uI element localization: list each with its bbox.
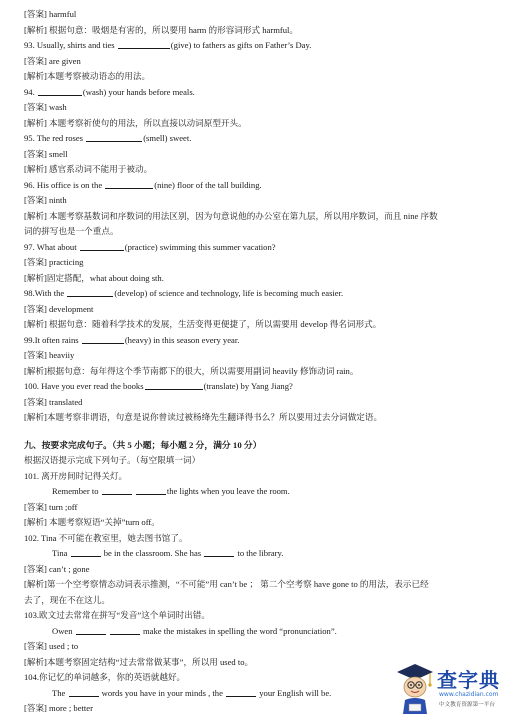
question-text xyxy=(107,626,109,636)
answer-blank[interactable] xyxy=(226,687,256,697)
chazidian-logo xyxy=(395,652,520,724)
question-line xyxy=(24,240,516,256)
text-line: [答案] wash xyxy=(24,102,67,112)
text-line: [答案] practicing xyxy=(24,257,84,267)
text-line: [解析]本题考察被动语态的用法。 xyxy=(24,71,151,81)
question-line xyxy=(24,333,516,349)
answer-blank[interactable] xyxy=(204,547,234,557)
answer-blank[interactable] xyxy=(38,86,82,96)
text-line: 去了，现在不在这儿。 xyxy=(24,594,110,605)
text-line: 根据汉语提示完成下列句子。（每空限填一词） xyxy=(24,455,201,465)
answer-blank[interactable] xyxy=(105,179,153,189)
question-text: be in the classroom. She has xyxy=(101,548,204,558)
question-line xyxy=(24,131,516,147)
answer-blank[interactable] xyxy=(136,485,166,495)
question-text: (give) to fathers as gifts on Father’s Day. xyxy=(170,40,312,50)
answer-blank[interactable] xyxy=(82,334,124,344)
graduate-mascot-icon xyxy=(395,660,435,716)
logo-brand-text: 查字典 xyxy=(437,668,500,692)
question-text: (smell) sweet. xyxy=(143,133,192,143)
answer-blank[interactable] xyxy=(118,39,170,49)
text-line: [解析]第一个空考察情态动词表示推测，“不可能”用 can’t be ； 第二个空考察 have gone to 的用法，表示已经 xyxy=(24,579,429,589)
answer-blank[interactable] xyxy=(145,380,203,390)
document-page xyxy=(24,7,516,717)
text-line: [答案] are given xyxy=(24,55,81,66)
text-line: [答案] heaviiy xyxy=(24,350,75,360)
question-text: (nine) floor of the tall building. xyxy=(154,179,262,190)
question-text: words you have in your minds , the xyxy=(99,687,226,698)
question-text: your English will be. xyxy=(257,687,332,698)
text-line: [解析]固定搭配，what about doing sth. xyxy=(24,272,164,283)
answer-blank[interactable] xyxy=(110,625,140,635)
question-text: 100. Have you ever read the books xyxy=(24,381,144,391)
text-line: [答案] translated xyxy=(24,396,83,407)
text-line: 103.欧文过去常常在拼写“发音”这个单词时出错。 xyxy=(24,610,210,620)
question-text: 97. What about xyxy=(24,241,79,252)
question-text: to the library. xyxy=(235,548,284,558)
answer-blank[interactable] xyxy=(86,132,142,142)
answer-blank[interactable] xyxy=(67,287,113,297)
text-line: [答案] used ; to xyxy=(24,641,79,651)
text-line: [解析]根据句意：每年得这个季节南都下的很大，所以需要用副词 heavily 修饰动词 rain。 xyxy=(24,365,359,376)
question-text: 95. The red roses xyxy=(24,133,86,143)
text-line: [答案] smell xyxy=(24,148,68,159)
text-line: [解析] 本题考察祈使句的用法，所以直接以动词原型开头。 xyxy=(24,117,247,128)
answer-blank[interactable] xyxy=(80,241,124,251)
question-line xyxy=(24,484,516,500)
question-line xyxy=(24,286,516,302)
text-line: [答案] development xyxy=(24,303,94,314)
text-line: [解析] 根据句意：随着科学技术的发展，生活变得更便捷了，所以需要用 develop 得名词形式。 xyxy=(24,319,382,329)
question-text: The xyxy=(52,687,68,698)
logo-url-text: www.chazidian.com xyxy=(439,691,499,698)
question-text: 96. His office is on the xyxy=(24,179,105,190)
text-line: [答案] can’t ; gone xyxy=(24,563,90,574)
question-text: 99.It often rains xyxy=(24,334,81,345)
question-text: make the mistakes in spelling the word “pronunciation”. xyxy=(140,625,337,636)
question-line xyxy=(24,624,516,640)
answer-blank[interactable] xyxy=(76,625,106,635)
logo-slogan-text: 中文教育资源第一平台 xyxy=(439,702,495,708)
text-line: [解析] 本题考察基数词和序数词的用法区别，因为句意说他的办公室在第九层，所以用序数词，而且 nine 序数 xyxy=(24,210,438,221)
question-text: 94. xyxy=(24,86,37,97)
question-line xyxy=(24,546,516,562)
text-line: [答案] more ; better xyxy=(24,703,93,713)
text-line: [答案] harmful xyxy=(24,9,77,19)
text-line: 102. Tina 不可能在教室里，她去图书馆了。 xyxy=(24,532,188,543)
answer-blank[interactable] xyxy=(69,687,99,697)
question-text: Owen xyxy=(52,625,75,636)
question-text: (wash) your hands before meals. xyxy=(82,86,195,97)
section-gap xyxy=(24,426,516,438)
question-line xyxy=(24,38,516,54)
question-line xyxy=(24,85,516,101)
text-line: [解析] 感官系动词不能用于被动。 xyxy=(24,164,153,174)
answer-blank[interactable] xyxy=(102,485,132,495)
question-text: the lights when you leave the room. xyxy=(166,486,290,496)
question-text: 98.With the xyxy=(24,288,67,298)
text-line: [解析] 根据句意：吸烟是有害的，所以要用 harm 的形容词形式 harmful。 xyxy=(24,24,299,35)
question-text: Tina xyxy=(52,548,70,558)
answer-blank[interactable] xyxy=(71,547,101,557)
question-text: (translate) by Yang Jiang? xyxy=(203,381,293,391)
text-line: 104.你记忆的单词越多，你的英语就越好。 xyxy=(24,672,186,682)
question-text xyxy=(133,486,135,496)
text-line: 九、按要求完成句子。（共 5 小题；每小题 2 分，满分 10 分） xyxy=(24,439,262,450)
text-line: 词的拼写也是一个重点。 xyxy=(24,226,119,236)
text-line: [解析] 本题考察短语“关掉”turn off。 xyxy=(24,517,160,527)
question-text: Remember to xyxy=(52,486,101,496)
text-line: [解析]本题考察非谓语，句意是说你曾读过被杨绛先生翻译得书么？所以要用过去分词做定语。 xyxy=(24,412,383,422)
text-line: [解析]本题考察固定结构“过去常常做某事”，所以用 used to。 xyxy=(24,656,254,667)
question-text: (practice) swimming this summer vacation? xyxy=(124,241,276,252)
question-line xyxy=(24,379,516,395)
question-text: 93. Usually, shirts and ties xyxy=(24,40,117,50)
text-line: [答案] ninth xyxy=(24,195,67,205)
question-text: (develop) of science and technology, life is becoming much easier. xyxy=(114,288,344,298)
text-line: [答案] turn ;off xyxy=(24,501,78,512)
question-text: (heavy) in this season every year. xyxy=(124,334,240,345)
question-line xyxy=(24,178,516,194)
text-line: 101. 离开房间时记得关灯。 xyxy=(24,470,128,481)
